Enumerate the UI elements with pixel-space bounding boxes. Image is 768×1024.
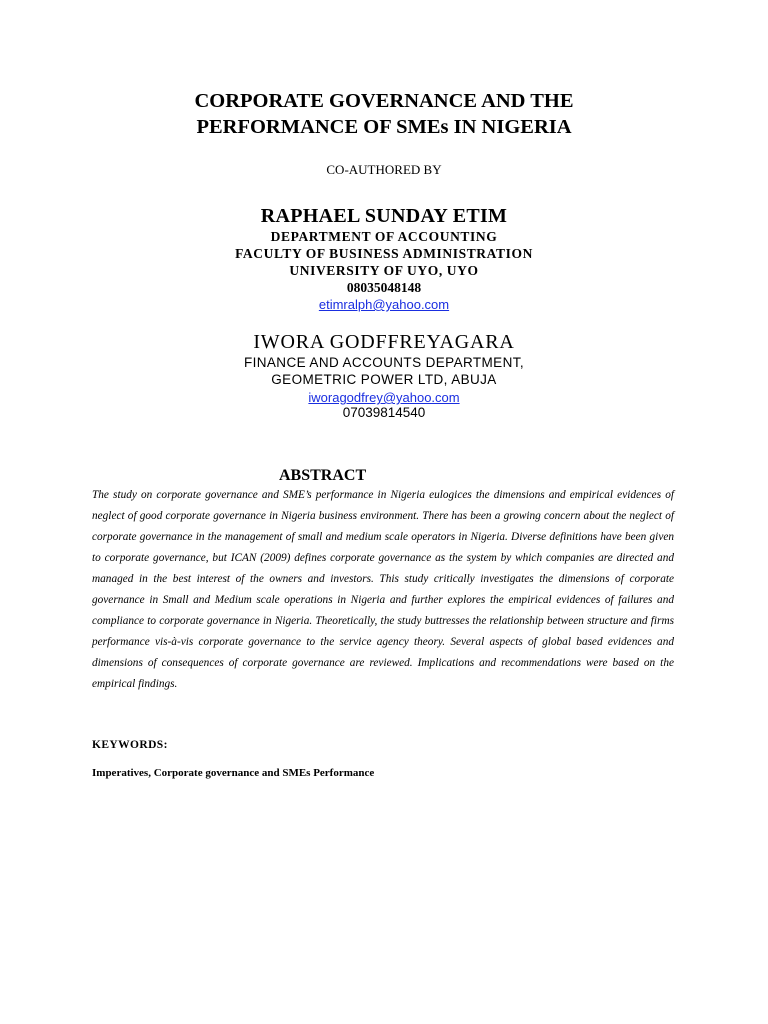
author1-name: RAPHAEL SUNDAY ETIM xyxy=(260,205,508,227)
author1-email-link[interactable]: etimralph@yahoo.com xyxy=(318,297,450,312)
keywords-list: Imperatives, Corporate governance and SMEs Performance xyxy=(92,767,375,779)
author2-department: FINANCE AND ACCOUNTS DEPARTMENT, xyxy=(243,355,525,370)
coauthored-label: CO-AUTHORED BY xyxy=(326,162,442,177)
author1-email-row xyxy=(0,296,768,314)
title-line-1: CORPORATE GOVERNANCE AND THE xyxy=(194,90,574,112)
title-line-2: PERFORMANCE OF SMEs IN NIGERIA xyxy=(196,116,572,138)
author1-faculty: FACULTY OF BUSINESS ADMINISTRATION xyxy=(235,246,533,261)
author2-phone: 07039814540 xyxy=(342,405,426,420)
keywords-heading: KEYWORDS: xyxy=(92,739,168,751)
author2-email-link[interactable]: iworagodfrey@yahoo.com xyxy=(308,390,460,405)
author2-name: IWORA GODFFREYAGARA xyxy=(253,331,515,353)
author1-university: UNIVERSITY OF UYO, UYO xyxy=(289,263,479,278)
author1-department: DEPARTMENT OF ACCOUNTING xyxy=(270,229,498,244)
abstract-heading: ABSTRACT xyxy=(279,467,367,484)
author1-phone: 08035048148 xyxy=(346,280,422,295)
abstract-body: The study on corporate governance and SME’s performance in Nigeria eulogices the dimensions and empirical evidences of neglect of good corporate governance in Nigeria business environment. There has been a growing concern about the neglect of corporate governance in the management of small and medium scale operators in Nigeria. Diverse definitions have been given to corporate governance, but ICAN (2009) defines corporate governance as the system by which companies are directed and managed in the best interest of the owners and investors. This study critically investigates the dimensions of corporate governance in Small and Medium scale operations in Nigeria and further explores the empirical evidences of failures and compliance to corporate governance in Nigeria. Theoretically, the study buttresses the relationship between structure and firms performance vis-à-vis corporate governance to the service agency theory. Several aspects of global based evidences and dimensions of consequences of corporate governance are reviewed. Implications and recommendations were based on the empirical findings. xyxy=(92,489,674,690)
paper-title xyxy=(0,88,768,140)
author2-company: GEOMETRIC POWER LTD, ABUJA xyxy=(271,372,497,387)
